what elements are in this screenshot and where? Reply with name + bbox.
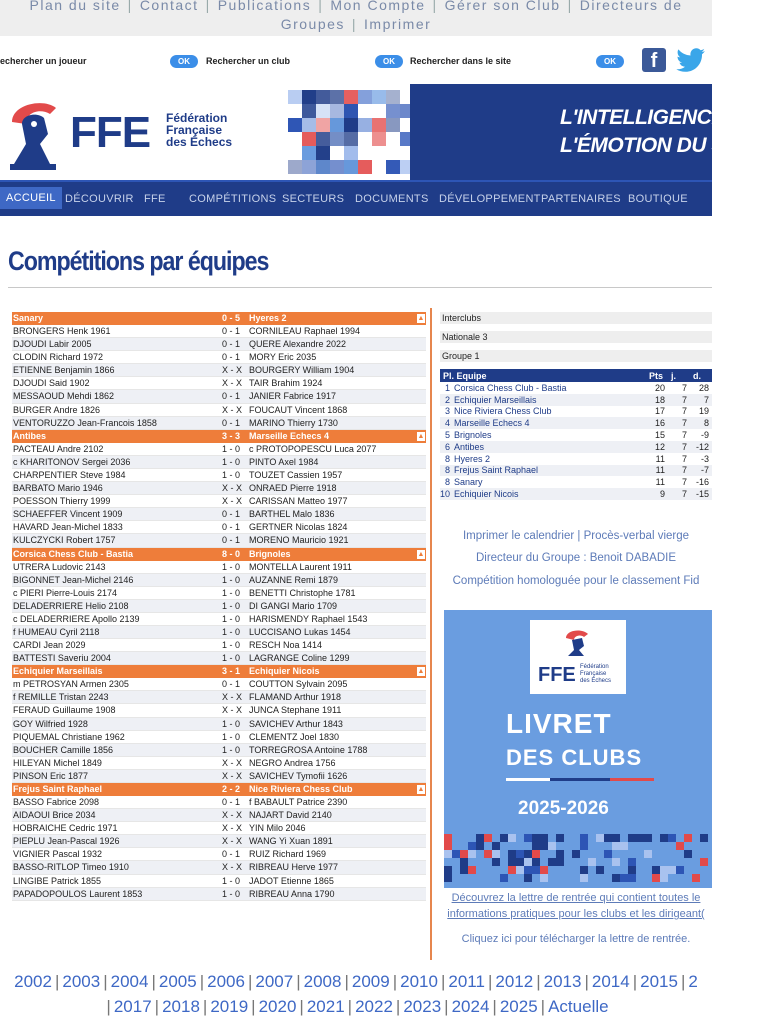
decorative-pixel [700,866,708,874]
ranking-row[interactable]: 10 Echiquier Nicois 9 7 -15 [440,488,712,500]
decorative-pixel [628,858,636,866]
game-row: PIQUEMAL Christiane 1962 1 - 0 CLEMENTZ Joel 1830 [12,731,426,744]
year-link[interactable]: 2008 [303,972,342,991]
slogan-line-1: L'INTELLIGENCE DU J [560,106,776,129]
decorative-pixel [636,834,644,842]
decorative-pixel [302,160,316,174]
homologation-note: Compétition homologuée pour le classement Fid [452,575,700,587]
year-link[interactable]: 2018 [162,997,200,1016]
year-link[interactable]: 2012 [495,972,534,991]
decorative-pixel [330,160,344,174]
game-row: PAPADOPOULOS Laurent 1853 1 - 0 RIBREAU Anna 1790 [12,888,426,901]
game-row: DELADERRIERE Helio 2108 1 - 0 DI GANGI Mario 1709 [12,600,426,613]
decorative-pixel [612,858,620,866]
decorative-pixel [556,850,564,858]
decorative-pixel [372,132,386,146]
game-row: CLODIN Richard 1972 0 - 1 MORY Eric 2035 [12,351,426,364]
game-row: m PETROSYAN Armen 2305 0 - 1 COUTTON Sylvain 2095 [12,678,426,691]
rank-header-j: j. [668,369,690,382]
decorative-pixel [548,858,556,866]
decorative-pixel [468,850,476,858]
collapse-icon[interactable]: ▲ [417,786,425,793]
game-row: BRONGERS Henk 1961 0 - 1 CORNILEAU Raphael 1994 [12,325,426,338]
game-row: POESSON Thierry 1999 X - X CARISSAN Matteo 1977 [12,495,426,508]
decorative-pixel [330,104,344,118]
decorative-pixel [288,160,302,174]
decorative-pixel [330,118,344,132]
decorative-pixel [524,858,532,866]
decorative-pixel [444,850,452,858]
nav-documents[interactable]: DOCUMENTS [355,193,429,205]
decorative-pixel [524,850,532,858]
collapse-icon[interactable]: ▲ [417,432,425,440]
decorative-pixel [644,850,652,858]
decorative-pixel [580,874,588,882]
game-row: PINSON Eric 1877 X - X SAVICHEV Tymofii 1626 [12,770,426,783]
search-site-ok-button[interactable]: OK [596,55,624,68]
label-division: Nationale 3 [440,331,712,343]
game-row: PACTEAU Andre 2102 1 - 0 c PROTOPOPESCU Luca 2077 [12,443,426,456]
match-header: Echiquier Marseillais 3 - 1 Echiquier Nicois ▲ [13,666,425,677]
decorative-pixel [358,118,372,132]
decorative-pixel [316,132,330,146]
year-link[interactable]: 2004 [110,972,149,991]
decorative-pixel [596,866,604,874]
slogan-panel [410,84,776,180]
decorative-pixel [604,850,612,858]
page-title: Compétitions par équipes [8,246,269,276]
decorative-pixel [660,874,668,882]
decorative-pixel [596,842,604,850]
decorative-pixel [500,834,508,842]
collapse-icon[interactable]: ▲ [417,315,425,322]
match-header: Sanary 0 - 5 Hyeres 2 ▲ [13,313,425,323]
slogan-line-2: L'ÉMOTION DU SPO [560,134,755,157]
nav-ffe[interactable]: FFE [144,193,166,205]
game-row: LINGIBE Patrick 1855 1 - 0 JADOT Etienne 1865 [12,875,426,888]
top-nav-link[interactable]: Publications [217,0,312,13]
decorative-pixel [500,858,508,866]
decorative-pixel [316,104,330,118]
years-row-2: | 2017 | 2018 | 2019 | 2020 | 2021 | 2022 | 2023 | 2024 | 2025 | Actuelle [106,997,609,1016]
decorative-pixel [532,866,540,874]
decorative-pixel [344,160,358,174]
year-link[interactable]: 2020 [258,997,297,1016]
decorative-pixel [628,834,636,842]
years-row-1: 2002 | 2003 | 2004 | 2005 | 2006 | 2007 | 2008 | 2009 | 2010 | 2011 | 2012 | 2013 | 2014 | 2015 | 2 [14,972,698,991]
decorative-pixel [684,834,692,842]
decorative-pixel [508,834,516,842]
match-header: Corsica Chess Club - Bastia 8 - 0 Brignoles ▲ [13,548,425,559]
search-site-label: Rechercher dans le site [410,56,512,66]
decorative-pixel [492,842,500,850]
search-player-label: echercher un joueur [0,56,87,66]
nav-decouvrir[interactable]: DÉCOUVRIR [65,193,134,205]
label-interclubs: Interclubs [440,312,712,324]
game-row: BASSO-RITLOP Timeo 1910 X - X RIBREAU Herve 1977 [12,861,426,874]
decorative-pixel [452,850,460,858]
livret-title-1: LIVRET [506,708,612,739]
game-row: SCHAEFFER Vincent 1909 0 - 1 BARTHEL Malo 1836 [12,508,426,521]
search-club-ok-button[interactable]: OK [375,55,403,68]
decorative-pixel [620,874,628,882]
decorative-pixel [596,834,604,842]
year-link[interactable]: 2015 [640,972,678,991]
rank-header-d: d. [690,369,712,382]
decorative-pixel [372,90,386,104]
search-site-input[interactable] [512,54,590,68]
decorative-pixel [628,866,636,874]
ranking-row[interactable]: 3 Nice Riviera Chess Club 17 7 19 [445,406,709,417]
decorative-pixel [580,842,588,850]
decorative-pixel [330,132,344,146]
top-nav-link[interactable]: Plan du site [29,0,121,13]
year-link[interactable]: 2013 [543,972,582,991]
decorative-pixel [330,90,344,104]
decorative-pixel [344,104,358,118]
decorative-pixel [676,842,684,850]
livret-title-2: DES CLUBS [506,745,643,770]
top-nav-link[interactable]: Groupes [280,16,345,32]
game-row: f REMILLE Tristan 2243 X - X FLAMAND Arthur 1918 [12,691,426,704]
decorative-pixel [302,132,316,146]
year-link[interactable]: 2005 [158,972,197,991]
decorative-pixel [492,858,500,866]
decorative-pixel [302,104,316,118]
ranking-table [440,369,712,500]
decorative-pixel [288,118,302,132]
decorative-pixel [668,834,676,842]
decorative-pixel [692,874,700,882]
rooster-icon [562,628,592,656]
decorative-pixel [372,118,386,132]
decorative-pixel [660,866,668,874]
decorative-pixel [316,90,330,104]
game-row: CHARPENTIER Steve 1984 1 - 0 TOUZET Cassien 1957 [12,469,426,482]
decorative-pixel [344,132,358,146]
decorative-pixel [460,850,468,858]
game-row: c PIERI Pierre-Louis 2174 1 - 0 BENETTI Christophe 1781 [12,587,426,600]
year-link[interactable]: 2025 [499,997,538,1016]
decorative-pixel [468,866,476,874]
label-group: Groupe 1 [440,350,712,362]
top-nav-link[interactable]: Imprimer [364,16,432,32]
collapse-icon[interactable]: ▲ [417,668,425,676]
decorative-pixel [344,146,358,160]
livret-link[interactable]: Découvrez la lettre de rentrée qui contient toutes le informations pratiques pour les clubs et les dirigeant( [447,892,705,920]
game-row: c DELADERRIERE Apollo 2139 1 - 0 HARISMENDY Raphael 1543 [12,613,426,626]
game-row: FERAUD Guillaume 1908 X - X JUNCA Stephane 1911 [12,704,426,717]
game-row: MESSAOUD Mehdi 1862 0 - 1 JANIER Fabrice 1917 [12,390,426,403]
year-link[interactable]: 2019 [210,997,249,1016]
match-header: Frejus Saint Raphael 2 - 2 Nice Riviera Chess Club ▲ [13,784,425,794]
twitter-icon[interactable] [676,48,706,74]
year-link[interactable]: 2006 [207,972,245,991]
rank-header-pl-equipe: Pl. Equipe [440,369,646,382]
decorative-pixel [540,842,548,850]
decorative-pixel [580,858,588,866]
decorative-pixel [652,866,660,874]
decorative-pixel [532,834,540,842]
game-row: HAVARD Jean-Michel 1833 0 - 1 GERTNER Nicolas 1824 [12,521,426,534]
year-link[interactable]: 2010 [400,972,438,991]
game-row: f HUMEAU Cyril 2118 1 - 0 LUCCISANO Lukas 1454 [12,626,426,639]
decorative-pixel [540,834,548,842]
decorative-pixel [386,160,400,174]
decorative-pixel [508,866,516,874]
ranking-row[interactable]: 4 Marseille Echecs 4 16 7 8 [440,417,712,429]
decorative-pixel [628,874,636,882]
top-nav-link[interactable]: Mon Compte [330,0,426,13]
search-player-input[interactable] [88,54,164,68]
column-divider [430,308,432,960]
decorative-pixel [492,850,500,858]
decorative-pixel [444,874,452,882]
group-director: Directeur du Groupe : Benoit DABADIE [475,552,677,564]
decorative-pixel [588,866,596,874]
decorative-pixel [524,874,532,882]
game-row: HILEYAN Michel 1849 X - X NEGRO Andrea 1756 [12,757,426,770]
year-link[interactable]: 2003 [62,972,101,991]
year-link[interactable]: 2023 [403,997,442,1016]
rank-header-pts: Pts [646,369,668,382]
decorative-pixel [460,866,468,874]
decorative-pixel [386,118,400,132]
decorative-pixel [652,874,660,882]
nav-accueil[interactable]: ACCUEIL [0,187,62,209]
decorative-pixel [620,842,628,850]
decorative-pixel [316,160,330,174]
print-calendar-link[interactable]: Imprimer le calendrier [462,530,575,542]
ranking-row[interactable]: 5 Brignoles 15 7 -9 [445,430,709,441]
game-row: BOUCHER Camille 1856 1 - 0 TORREGROSA Antoine 1788 [12,744,426,757]
decorative-pixel [444,834,452,842]
game-row: VENTORUZZO Jean-Francois 1858 0 - 1 MARINO Thierry 1730 [12,417,426,430]
decorative-pixel [532,858,540,866]
game-row: DJOUDI Said 1902 X - X TAIR Brahim 1924 [12,377,426,390]
decorative-pixel [358,90,372,104]
decorative-pixel [500,874,508,882]
game-row: UTRERA Ludovic 2143 1 - 0 MONTELLA Laurent 1911 [12,561,426,574]
decorative-pixel [612,874,620,882]
decorative-pixel [302,90,316,104]
game-row: VIGNIER Pascal 1932 0 - 1 RUIZ Richard 1969 [12,848,426,861]
year-link[interactable]: 2009 [351,972,390,991]
decorative-pixel [572,834,580,842]
decorative-pixel [508,850,516,858]
banner [0,84,776,180]
game-row: HOBRAICHE Cedric 1971 X - X YIN Milo 2046 [12,822,426,835]
year-link[interactable]: 2014 [591,972,630,991]
decorative-pixel [316,118,330,132]
nav-partenaires[interactable]: PARTENAIRES [541,193,621,205]
decorative-pixel [484,850,492,858]
download-link[interactable]: Cliquez ici pour télécharger la lettre de rentrée. [461,933,691,945]
title-divider [8,287,712,288]
decorative-pixel [444,866,452,874]
nav-secteurs[interactable]: SECTEURS [282,193,345,205]
decorative-pixel [386,90,400,104]
decorative-pixel [612,834,620,842]
game-row: BARBATO Mario 1946 X - X ONRAED Pierre 1918 [12,482,426,495]
decorative-pixel [468,842,476,850]
decorative-pixel [588,858,596,866]
game-row: ETIENNE Benjamin 1866 X - X BOURGERY William 1904 [12,364,426,377]
ffe-rooster-logo-icon [4,94,66,172]
game-row: KULCZYCKI Robert 1757 0 - 1 MORENO Mauricio 1921 [12,534,426,547]
game-row: PIEPLU Jean-Pascal 1926 X - X WANG Yi Xuan 1891 [12,835,426,848]
decorative-pixel [302,118,316,132]
ranking-row[interactable]: 1 Corsica Chess Club - Bastia 20 7 28 [445,382,709,393]
decorative-pixel [524,866,532,874]
decorative-pixel [460,858,468,866]
main-nav [0,180,712,216]
year-link[interactable]: 2 [688,972,698,991]
decorative-pixel [444,842,452,850]
decorative-pixel [484,834,492,842]
ffe-logo-text: FFE [70,108,151,157]
game-row: c KHARITONOV Sergei 2036 1 - 0 PINTO Axel 1984 [12,456,426,469]
game-row: AIDAOUI Brice 2034 X - X NAJART David 2140 [12,809,426,822]
ranking-row[interactable]: 6 Antibes 12 7 -12 [440,441,712,453]
year-link[interactable]: Actuelle [548,997,609,1016]
decorative-pixel [668,866,676,874]
decorative-pixel [556,858,564,866]
print-links: Imprimer le calendrier | Procès-verbal vierge [462,530,690,542]
decorative-pixel [540,866,548,874]
year-link[interactable]: 2017 [113,997,152,1016]
decorative-pixel [344,118,358,132]
year-link[interactable]: 2022 [355,997,393,1016]
decorative-pixel [476,842,484,850]
decorative-pixel [516,850,524,858]
decorative-pixel [516,866,524,874]
ffe-logo-subtitle: Fédération Française des Échecs [166,111,233,149]
decorative-pixel [676,866,684,874]
decorative-pixel [358,160,372,174]
decorative-pixel [572,850,580,858]
pv-link[interactable]: Procès-verbal vierge [583,530,690,542]
decorative-pixel [516,858,524,866]
top-nav-link[interactable]: Directeurs de [579,0,683,13]
decorative-pixel [476,834,484,842]
game-row: BASSO Fabrice 2098 0 - 1 f BABAULT Patrice 2390 [12,796,426,809]
decorative-pixel [460,834,468,842]
decorative-pixel [652,858,660,866]
ranking-row[interactable]: 2 Echiquier Marseillais 18 7 7 [440,394,712,406]
ranking-row[interactable]: 8 Hyeres 2 11 7 -3 [445,453,709,464]
decorative-pixel [684,850,692,858]
facebook-icon[interactable]: f [642,48,666,72]
ranking-row[interactable]: 8 Frejus Saint Raphael 11 7 -7 [440,465,712,477]
top-nav-link[interactable]: Gérer son Club [444,0,561,13]
game-row: DJOUDI Labir 2005 0 - 1 QUERE Alexandre 2022 [12,338,426,351]
match-header: Antibes 3 - 3 Marseille Echecs 4 ▲ [13,430,425,441]
decorative-pixel [386,104,400,118]
decorative-pixel [580,834,588,842]
search-club-input[interactable] [294,54,370,68]
decorative-pixel [644,834,652,842]
decorative-pixel [612,842,620,850]
year-link[interactable]: 2024 [451,997,490,1016]
decorative-pixel [532,842,540,850]
ranking-row[interactable]: 8 Sanary 11 7 -16 [445,477,709,488]
search-player-ok-button[interactable]: OK [170,55,198,68]
decorative-pixel [532,850,540,858]
decorative-pixel [524,834,532,842]
decorative-pixel [302,146,316,160]
livret-years: 2025-2026 [518,798,609,819]
decorative-pixel [604,834,612,842]
livret-ffe-logo: FFE Fédération Française des Échecs [530,620,626,694]
collapse-icon[interactable]: ▲ [417,550,425,558]
decorative-pixel [556,834,564,842]
year-link[interactable]: 2002 [14,972,52,991]
decorative-pixel [508,858,516,866]
search-club-label: Rechercher un club [206,56,291,66]
nav-boutique[interactable]: BOUTIQUE [628,193,688,205]
game-row: CARDI Jean 2029 1 - 0 RESCH Noa 1414 [12,639,426,652]
decorative-pixel [288,90,302,104]
game-row: BURGER Andre 1826 X - X FOUCAUT Vincent 1868 [12,404,426,417]
livret-des-clubs-banner[interactable] [444,610,712,888]
decorative-pixel [316,146,330,160]
decorative-pixel [660,834,668,842]
decorative-pixel [580,866,588,874]
year-link[interactable]: 2007 [255,972,294,991]
year-link[interactable]: 2021 [306,997,345,1016]
decorative-pixel [548,842,556,850]
game-row: BATTESTI Saveriu 2004 1 - 0 LAGRANGE Coline 1299 [12,652,426,665]
top-nav-link[interactable]: Contact [139,0,199,13]
side-panel [440,312,712,500]
game-row: BIGONNET Jean-Michel 2146 1 - 0 AUZANNE Remi 1879 [12,574,426,587]
year-link[interactable]: 2011 [448,972,485,991]
nav-developpement[interactable]: DÉVELOPPEMENT [439,193,541,205]
decorative-pixel [700,834,708,842]
match-results [12,312,426,901]
top-nav: Plan du site | Contact | Publications | Mon Compte | Gérer son Club | Directeurs de Groupes | Imprimer [0,0,712,36]
decorative-pixel [540,874,548,882]
game-row: GOY Wilfried 1928 1 - 0 SAVICHEV Arthur 1843 [12,718,426,731]
decorative-pixel [700,858,708,866]
decorative-pixel [692,850,700,858]
decorative-pixel [344,90,358,104]
nav-competitions[interactable]: COMPÉTITIONS [189,193,277,205]
